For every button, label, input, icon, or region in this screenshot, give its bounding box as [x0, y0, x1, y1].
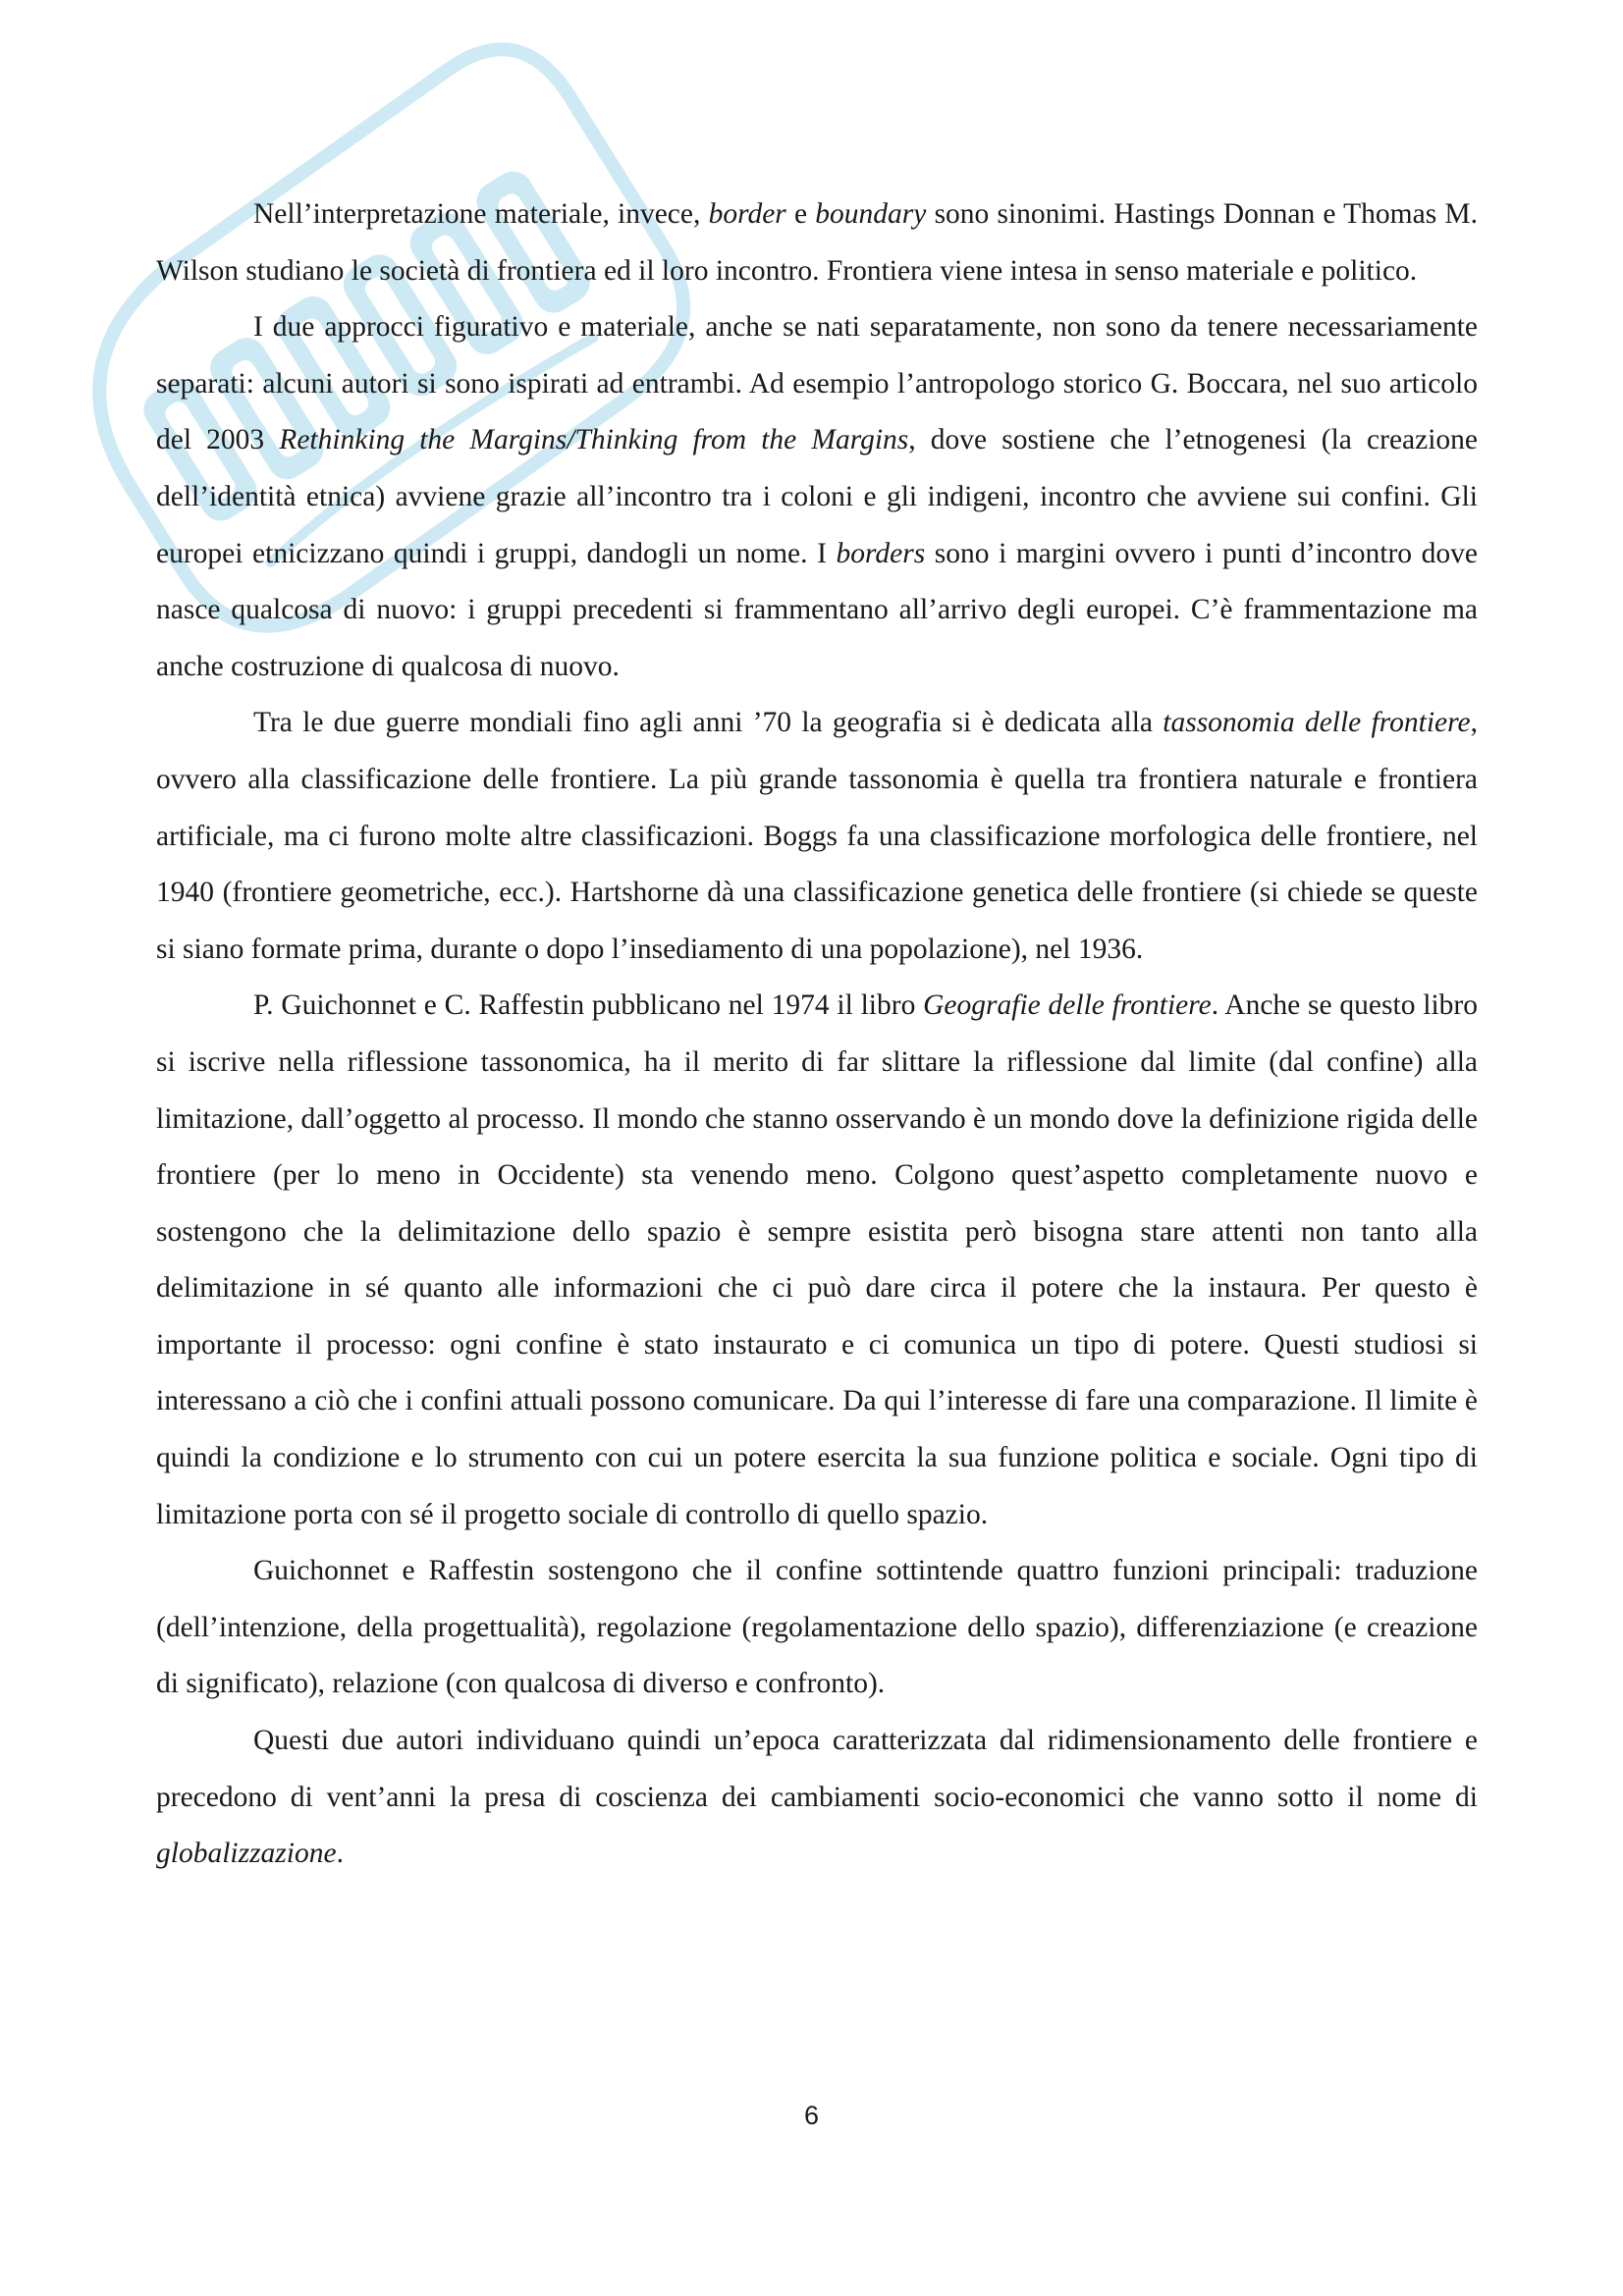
text-run: Tra le due guerre mondiali fino agli anni ’70 la geografia si è dedicata alla	[253, 707, 1163, 739]
italic-text: tassonomia delle frontiere	[1163, 707, 1471, 739]
italic-text: Rethinking the Margins/Thinking from the Margins	[279, 424, 909, 456]
paragraph	[156, 695, 1478, 978]
text-run: e	[785, 198, 816, 230]
paragraph	[156, 978, 1478, 1543]
document-body	[156, 187, 1478, 1883]
italic-text: boundary	[815, 198, 927, 230]
text-run: sono i margini ovvero i punti d’incontro dove nasce qualcosa di nuovo: i gruppi precedenti si frammentano all’arrivo degli europei. C’è frammentazione ma anche costruzione di qualcosa di nuovo.	[156, 537, 1478, 682]
text-run: .	[336, 1838, 344, 1870]
text-run: , dove sostiene che l’etnogenesi (la creazione dell’identità etnica) avviene grazie all’incontro tra i coloni e gli indigeni, incontro che avviene sui confini. Gli europei etnicizzano quindi i gruppi, dandogli un nome. I	[156, 424, 1479, 569]
text-run: . Anche se questo libro si iscrive nella riflessione tassonomica, ha il merito di far slittare la riflessione dal limite (dal confine) alla limitazione, dall’oggetto al processo. Il mondo che stanno osservando è un mondo dove la definizione rigida delle frontiere (per lo meno in Occidente) sta venendo meno. Colgono quest’aspetto completamente nuovo e sostengono che la delimitazione dello spazio è sempre esistita però bisogna stare attenti non tanto alla delimitazione in sé quanto alle informazioni che ci può dare circa il potere che la instaura. Per questo è importante il processo: ogni confine è stato instaurato e ci comunica un tipo di potere. Questi studiosi si interessano a ciò che i confini attuali possono comunicare. Da qui l’interesse di fare una comparazione. Il limite è quindi la condizione e lo strumento con cui un potere esercita la sua funzione politica e sociale. Ogni tipo di limitazione porta con sé il progetto sociale di controllo di quello spazio.	[156, 989, 1478, 1530]
italic-text: globalizzazione	[156, 1838, 337, 1870]
paragraph	[156, 1543, 1478, 1713]
paragraph	[156, 1713, 1478, 1883]
text-run: , ovvero alla classificazione delle frontiere. La più grande tassonomia è quella tra frontiera naturale e frontiera artificiale, ma ci furono molte altre classificazioni. Boggs fa una classificazione morfologica delle frontiere, nel 1940 (frontiere geometriche, ecc.). Hartshorne dà una classificazione genetica delle frontiere (si chiede se queste si siano formate prima, durante o dopo l’insediamento di una popolazione), nel 1936.	[156, 707, 1478, 965]
text-run: I due approcci figurativo e materiale, anche se nati separatamente, non sono da tenere necessariamente separati: alcuni autori si sono ispirati ad entrambi. Ad esempio l’antropologo storico G. Boccara, nel suo articolo del 2003	[156, 311, 1478, 456]
italic-text: Geografie delle frontiere	[923, 989, 1212, 1022]
italic-text: border	[708, 198, 786, 230]
paragraph	[156, 187, 1478, 299]
page-number: 6	[803, 2101, 820, 2130]
text-run: Nell’interpretazione materiale, invece,	[253, 198, 709, 230]
text-run: P. Guichonnet e C. Raffestin pubblicano nel 1974 il libro	[253, 989, 924, 1022]
text-run: sono sinonimi. Hastings Donnan e Thomas M. Wilson studiano le società di frontiera ed il loro incontro. Frontiera viene intesa in senso materiale e politico.	[156, 198, 1478, 287]
text-run: Guichonnet e Raffestin sostengono che il confine sottintende quattro funzioni principali: traduzione (dell’intenzione, della progettualità), regolazione (regolamentazione dello spazio), differenziazione (e creazione di significato), relazione (con qualcosa di diverso e confronto).	[156, 1555, 1478, 1700]
italic-text: borders	[836, 537, 926, 569]
text-run: Questi due autori individuano quindi un’epoca caratterizzata dal ridimensionamento delle frontiere e precedono di vent’anni la presa di coscienza dei cambiamenti socio-economici che vanno sotto il nome di	[156, 1725, 1478, 1813]
paragraph	[156, 299, 1478, 695]
